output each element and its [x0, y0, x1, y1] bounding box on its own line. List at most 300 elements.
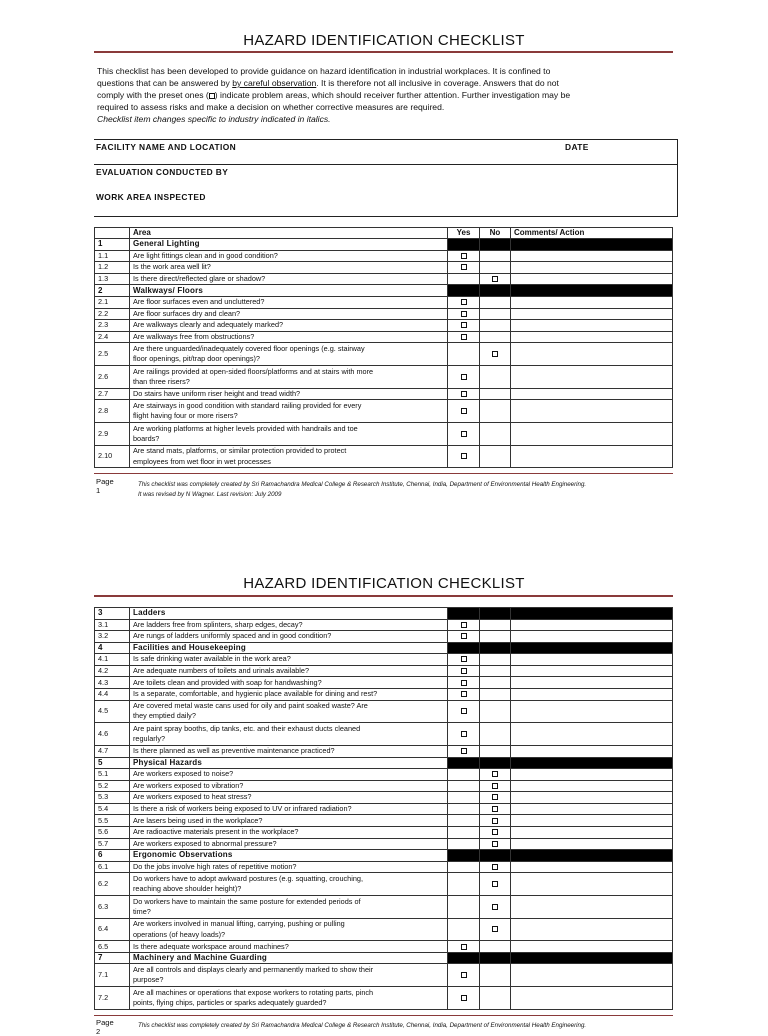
comments-cell[interactable] [511, 873, 673, 896]
section-row [95, 757, 673, 769]
checkbox-cell-no[interactable] [480, 688, 511, 700]
question-line: purpose? [133, 975, 164, 985]
item-number: 4.3 [95, 677, 130, 689]
item-question [130, 273, 448, 285]
item-number: 4.6 [95, 723, 130, 746]
checkbox-cell-yes[interactable] [448, 827, 480, 839]
question-line: Is there direct/reflected glare or shadow? [133, 274, 266, 284]
checkbox-icon[interactable] [492, 829, 498, 835]
item-number: 5.4 [95, 803, 130, 815]
checkbox-cell-no[interactable] [480, 262, 511, 274]
checkbox-icon[interactable] [461, 680, 467, 686]
table-row [95, 665, 673, 677]
comments-cell[interactable] [511, 827, 673, 839]
checkbox-cell-yes[interactable] [448, 262, 480, 274]
table-row [95, 873, 673, 896]
checkbox-cell-no[interactable] [480, 308, 511, 320]
checkbox-cell-yes[interactable] [448, 677, 480, 689]
item-question [130, 895, 448, 918]
question-line: Are stand mats, platforms, or similar protection provided to protect [133, 446, 347, 456]
checkbox-cell-yes[interactable] [448, 745, 480, 757]
table-row [95, 343, 673, 366]
comments-cell[interactable] [511, 677, 673, 689]
comments-cell[interactable] [511, 631, 673, 643]
comments-cell[interactable] [511, 745, 673, 757]
checkbox-cell-no[interactable] [480, 838, 511, 850]
checkbox-cell-yes[interactable] [448, 331, 480, 343]
question-line: Are ladders free from splinters, sharp edges, decay? [133, 619, 303, 629]
question-line: Are all controls and displays clearly and permanently marked to show their [133, 965, 374, 975]
checkbox-cell-no[interactable] [480, 296, 511, 308]
checkbox-cell-yes[interactable] [448, 320, 480, 332]
date-label: DATE [565, 142, 589, 152]
item-question [130, 688, 448, 700]
checkbox-icon[interactable] [461, 408, 467, 414]
page-number: Page 1 [96, 477, 114, 495]
item-number: 2.4 [95, 331, 130, 343]
item-question [130, 987, 448, 1010]
checkbox-cell-no[interactable] [480, 366, 511, 389]
checkbox-cell-no[interactable] [480, 964, 511, 987]
question-line: Is there planned as well as preventive maintenance practiced? [133, 746, 335, 756]
table-row [95, 723, 673, 746]
comments-cell[interactable] [511, 803, 673, 815]
question-line: Are walkways free from obstructions? [133, 331, 255, 341]
checkbox-cell-no[interactable] [480, 250, 511, 262]
checkbox-icon[interactable] [461, 944, 467, 950]
question-line: Are workers exposed to noise? [133, 769, 234, 779]
question-line: Are railings provided at open-sided floors/platforms and at stairs with more [133, 366, 374, 376]
question-line: Are workers exposed to vibration? [133, 780, 244, 790]
item-number: 3.2 [95, 631, 130, 643]
checkbox-icon[interactable] [492, 794, 498, 800]
checkbox-icon[interactable] [461, 264, 467, 270]
comments-cell[interactable] [511, 964, 673, 987]
section-title: Physical Hazards [130, 757, 448, 769]
intro-paragraph [97, 66, 673, 126]
intro-line-2: questions that can be answered by by careful observation. It is therefore not all inclusive in coverage. Answers that do not [97, 77, 559, 88]
checkbox-cell-yes[interactable] [448, 308, 480, 320]
comments-cell[interactable] [511, 665, 673, 677]
checkbox-icon[interactable] [461, 453, 467, 459]
checkbox-icon[interactable] [492, 926, 498, 932]
work-area-row[interactable] [94, 190, 677, 215]
item-number: 2.7 [95, 388, 130, 400]
table-row [95, 262, 673, 274]
table-row [95, 388, 673, 400]
comments-cell[interactable] [511, 262, 673, 274]
item-number: 1.1 [95, 250, 130, 262]
checkbox-cell-no[interactable] [480, 873, 511, 896]
checkbox-cell-yes[interactable] [448, 250, 480, 262]
checkbox-cell-no[interactable] [480, 745, 511, 757]
comments-cell[interactable] [511, 366, 673, 389]
section-fill [511, 608, 673, 620]
item-number: 6.5 [95, 941, 130, 953]
checkbox-cell-no[interactable] [480, 792, 511, 804]
checkbox-cell-no[interactable] [480, 400, 511, 423]
question-line: Is the work area well lit? [133, 262, 211, 272]
title-rule [94, 595, 673, 597]
section-row [95, 285, 673, 297]
item-question [130, 780, 448, 792]
checkbox-cell-no[interactable] [480, 827, 511, 839]
page-number: Page 2 [96, 1018, 114, 1036]
checkbox-cell-no[interactable] [480, 723, 511, 746]
item-question [130, 423, 448, 446]
checkbox-cell-yes[interactable] [448, 873, 480, 896]
checkbox-icon[interactable] [492, 351, 498, 357]
checkbox-cell-no[interactable] [480, 769, 511, 781]
section-fill [448, 239, 480, 251]
section-fill [480, 285, 511, 297]
section-fill [511, 850, 673, 862]
checkbox-cell-no[interactable] [480, 861, 511, 873]
checkbox-cell-yes[interactable] [448, 941, 480, 953]
checklist-table-page2 [94, 607, 673, 1010]
checkbox-icon[interactable] [461, 322, 467, 328]
item-number: 4.5 [95, 700, 130, 723]
table-row [95, 838, 673, 850]
question-line: Are workers exposed to heat stress? [133, 792, 252, 802]
comments-cell[interactable] [511, 654, 673, 666]
item-number: 4.4 [95, 688, 130, 700]
item-question [130, 792, 448, 804]
checkbox-icon[interactable] [461, 334, 467, 340]
table-row [95, 745, 673, 757]
checkbox-icon[interactable] [461, 633, 467, 639]
section-fill [480, 239, 511, 251]
section-fill [511, 285, 673, 297]
question-line: Do workers have to adopt awkward postures (e.g. squatting, crouching, [133, 873, 363, 883]
section-number: 3 [95, 608, 130, 620]
checkbox-icon[interactable] [492, 276, 498, 282]
item-question [130, 619, 448, 631]
comments-cell[interactable] [511, 941, 673, 953]
checkbox-icon[interactable] [461, 391, 467, 397]
checkbox-icon[interactable] [461, 691, 467, 697]
comments-cell[interactable] [511, 331, 673, 343]
item-number: 5.5 [95, 815, 130, 827]
item-number: 1.2 [95, 262, 130, 274]
page2-title: HAZARD IDENTIFICATION CHECKLIST [243, 575, 525, 592]
checkbox-icon[interactable] [461, 311, 467, 317]
item-question [130, 331, 448, 343]
checkbox-cell-no[interactable] [480, 700, 511, 723]
question-line: Are all machines or operations that expose workers to rotating parts, pinch [133, 987, 374, 997]
question-line: boards? [133, 433, 160, 443]
question-line: Are floor surfaces even and uncluttered? [133, 297, 265, 307]
item-number: 2.10 [95, 445, 130, 468]
checkbox-cell-no[interactable] [480, 388, 511, 400]
item-question [130, 296, 448, 308]
checkbox-cell-no[interactable] [480, 918, 511, 941]
comments-cell[interactable] [511, 861, 673, 873]
checkbox-icon[interactable] [492, 881, 498, 887]
question-line: Are walkways clearly and adequately marked? [133, 320, 284, 330]
item-question [130, 262, 448, 274]
comments-cell[interactable] [511, 308, 673, 320]
comments-cell[interactable] [511, 780, 673, 792]
checkbox-icon[interactable] [461, 299, 467, 305]
question-line: Do workers have to maintain the same posture for extended periods of [133, 896, 361, 906]
checkbox-cell-yes[interactable] [448, 918, 480, 941]
question-line: Do the jobs involve high rates of repetitive motion? [133, 861, 297, 871]
checkbox-cell-yes[interactable] [448, 445, 480, 468]
question-line: Are workers exposed to abnormal pressure? [133, 838, 277, 848]
table-row [95, 987, 673, 1010]
checkbox-cell-yes[interactable] [448, 780, 480, 792]
checkbox-icon[interactable] [461, 731, 467, 737]
comments-cell[interactable] [511, 400, 673, 423]
table-row [95, 400, 673, 423]
checkbox-icon[interactable] [461, 656, 467, 662]
section-number: 5 [95, 757, 130, 769]
checkbox-cell-no[interactable] [480, 631, 511, 643]
question-line: Is there a risk of workers being exposed to UV or infrared radiation? [133, 804, 352, 813]
comments-header: Comments/ Action [511, 228, 673, 239]
section-number: 4 [95, 642, 130, 654]
checkbox-cell-no[interactable] [480, 619, 511, 631]
question-line: they emptied daily? [133, 711, 196, 721]
checkbox-cell-yes[interactable] [448, 815, 480, 827]
question-line: time? [133, 906, 151, 916]
intro-line-italic: Checklist item changes specific to industry indicated in italics. [97, 113, 331, 124]
table-row [95, 941, 673, 953]
table-row [95, 827, 673, 839]
section-row [95, 608, 673, 620]
comments-cell[interactable] [511, 838, 673, 850]
checkbox-cell-no[interactable] [480, 654, 511, 666]
checkbox-icon[interactable] [461, 748, 467, 754]
item-number: 5.7 [95, 838, 130, 850]
question-line: Are stairways in good condition with standard railing provided for every [133, 400, 362, 410]
question-line: Are rungs of ladders uniformly spaced and in good condition? [133, 631, 332, 641]
footer-rule-page1 [94, 473, 673, 474]
footer-rule-page2 [94, 1015, 673, 1016]
checkbox-cell-no[interactable] [480, 665, 511, 677]
item-question [130, 308, 448, 320]
checkbox-cell-no[interactable] [480, 780, 511, 792]
comments-cell[interactable] [511, 769, 673, 781]
item-number: 2.2 [95, 308, 130, 320]
item-question [130, 343, 448, 366]
checkbox-cell-no[interactable] [480, 343, 511, 366]
table-row [95, 792, 673, 804]
checkbox-cell-no[interactable] [480, 895, 511, 918]
table-row [95, 320, 673, 332]
question-line: Are adequate numbers of toilets and urinals available? [133, 665, 310, 675]
comments-cell[interactable] [511, 688, 673, 700]
work-area-label: WORK AREA INSPECTED [96, 192, 206, 202]
checkbox-cell-yes[interactable] [448, 964, 480, 987]
checkbox-cell-no[interactable] [480, 677, 511, 689]
table-row [95, 273, 673, 285]
checkbox-cell-yes[interactable] [448, 654, 480, 666]
checkbox-icon[interactable] [461, 253, 467, 259]
checkbox-cell-yes[interactable] [448, 895, 480, 918]
checkbox-cell-no[interactable] [480, 941, 511, 953]
checkbox-icon[interactable] [492, 841, 498, 847]
checkbox-cell-no[interactable] [480, 445, 511, 468]
checkbox-icon[interactable] [492, 864, 498, 870]
table-row [95, 677, 673, 689]
checkbox-cell-yes[interactable] [448, 688, 480, 700]
comments-cell[interactable] [511, 423, 673, 446]
comments-cell[interactable] [511, 296, 673, 308]
item-number: 6.4 [95, 918, 130, 941]
section-row [95, 642, 673, 654]
item-question [130, 745, 448, 757]
checkbox-cell-no[interactable] [480, 815, 511, 827]
table-row [95, 700, 673, 723]
checklist-table-page1 [94, 227, 673, 468]
item-question [130, 873, 448, 896]
checkbox-cell-no[interactable] [480, 987, 511, 1010]
table-row [95, 296, 673, 308]
item-question [130, 654, 448, 666]
item-number: 4.1 [95, 654, 130, 666]
section-fill [511, 952, 673, 964]
section-fill [480, 608, 511, 620]
intro-line-3: comply with the preset ones ( ) indicate problem areas, which should receiver further attention. Further investigation may be [97, 89, 571, 100]
footer-revision-note: It was revised by N Wagner. Last revision: July 2009 [138, 491, 282, 498]
item-number: 7.1 [95, 964, 130, 987]
section-fill [480, 757, 511, 769]
comments-cell[interactable] [511, 250, 673, 262]
checkbox-cell-yes[interactable] [448, 792, 480, 804]
checkbox-cell-yes[interactable] [448, 366, 480, 389]
table-row [95, 803, 673, 815]
checkbox-icon[interactable] [492, 783, 498, 789]
table-row [95, 250, 673, 262]
info-box [94, 139, 678, 217]
question-line: Is safe drinking water available in the work area? [133, 654, 291, 664]
footer-note: This checklist was completely created by Sri Ramachandra Medical College & Research Institute, Chennai, India, Department of Environmental Health Engineering. [138, 1022, 587, 1029]
question-line: Are radioactive materials present in the workplace? [133, 827, 299, 837]
checkbox-icon[interactable] [461, 995, 467, 1001]
intro-underlined-text: by careful observation [232, 77, 317, 88]
section-fill [448, 285, 480, 297]
question-line: reaching above shoulder height)? [133, 884, 242, 894]
table-row [95, 769, 673, 781]
item-number: 4.2 [95, 665, 130, 677]
intro-line-4: required to assess risks and make a decision on whether corrective measures are required. [97, 101, 445, 112]
comments-cell[interactable] [511, 320, 673, 332]
checkbox-cell-yes[interactable] [448, 803, 480, 815]
comments-cell[interactable] [511, 388, 673, 400]
checkbox-icon[interactable] [492, 806, 498, 812]
item-question [130, 964, 448, 987]
checkbox-cell-yes[interactable] [448, 343, 480, 366]
checkbox-cell-yes[interactable] [448, 400, 480, 423]
section-fill [448, 952, 480, 964]
checkbox-cell-no[interactable] [480, 320, 511, 332]
evaluation-label: EVALUATION CONDUCTED BY [96, 167, 229, 177]
checkbox-cell-yes[interactable] [448, 619, 480, 631]
checkbox-cell-no[interactable] [480, 423, 511, 446]
section-title: Facilities and Housekeeping [130, 642, 448, 654]
checkbox-cell-no[interactable] [480, 803, 511, 815]
checkbox-cell-no[interactable] [480, 331, 511, 343]
question-line: Are toilets clean and provided with soap for handwashing? [133, 677, 322, 687]
comments-cell[interactable] [511, 619, 673, 631]
section-title: Machinery and Machine Guarding [130, 952, 448, 964]
checkbox-cell-no[interactable] [480, 273, 511, 285]
item-number: 6.3 [95, 895, 130, 918]
comments-cell[interactable] [511, 723, 673, 746]
facility-row[interactable] [94, 140, 677, 165]
question-line: regularly? [133, 734, 166, 744]
comments-cell[interactable] [511, 895, 673, 918]
checkbox-cell-yes[interactable] [448, 723, 480, 746]
question-line: Are lasers being used in the workplace? [133, 815, 263, 825]
section-number: 2 [95, 285, 130, 297]
checkbox-icon[interactable] [461, 622, 467, 628]
item-number: 2.6 [95, 366, 130, 389]
comments-cell[interactable] [511, 792, 673, 804]
comments-cell[interactable] [511, 273, 673, 285]
item-question [130, 838, 448, 850]
checkbox-cell-yes[interactable] [448, 631, 480, 643]
table-row [95, 423, 673, 446]
question-line: Are workers involved in manual lifting, carrying, pushing or pulling [133, 919, 345, 929]
checkbox-cell-yes[interactable] [448, 423, 480, 446]
section-fill [511, 642, 673, 654]
evaluation-row[interactable] [94, 165, 677, 190]
comments-cell[interactable] [511, 343, 673, 366]
checkbox-icon[interactable] [492, 771, 498, 777]
item-number: 3.1 [95, 619, 130, 631]
table-row [95, 445, 673, 468]
comments-cell[interactable] [511, 445, 673, 468]
checkbox-icon[interactable] [461, 708, 467, 714]
checkbox-icon[interactable] [461, 374, 467, 380]
checkbox-cell-yes[interactable] [448, 273, 480, 285]
area-header: Area [130, 228, 448, 239]
comments-cell[interactable] [511, 987, 673, 1010]
no-header: No [480, 228, 511, 239]
checkbox-cell-yes[interactable] [448, 665, 480, 677]
checkbox-cell-yes[interactable] [448, 388, 480, 400]
comments-cell[interactable] [511, 700, 673, 723]
checkbox-cell-yes[interactable] [448, 861, 480, 873]
item-number: 5.1 [95, 769, 130, 781]
checkbox-icon[interactable] [492, 818, 498, 824]
checkbox-cell-yes[interactable] [448, 700, 480, 723]
item-question [130, 941, 448, 953]
table-row [95, 688, 673, 700]
checkbox-icon[interactable] [461, 431, 467, 437]
comments-cell[interactable] [511, 815, 673, 827]
item-number: 2.3 [95, 320, 130, 332]
comments-cell[interactable] [511, 918, 673, 941]
checkbox-cell-yes[interactable] [448, 769, 480, 781]
checkbox-icon[interactable] [461, 668, 467, 674]
item-question [130, 677, 448, 689]
item-number: 5.3 [95, 792, 130, 804]
item-number: 5.6 [95, 827, 130, 839]
item-question [130, 250, 448, 262]
checkbox-cell-yes[interactable] [448, 296, 480, 308]
checkbox-icon[interactable] [461, 972, 467, 978]
checkbox-cell-yes[interactable] [448, 987, 480, 1010]
facility-label: FACILITY NAME AND LOCATION [96, 142, 237, 152]
checkbox-cell-yes[interactable] [448, 838, 480, 850]
item-number: 2.1 [95, 296, 130, 308]
checkbox-icon[interactable] [492, 904, 498, 910]
table-row [95, 631, 673, 643]
